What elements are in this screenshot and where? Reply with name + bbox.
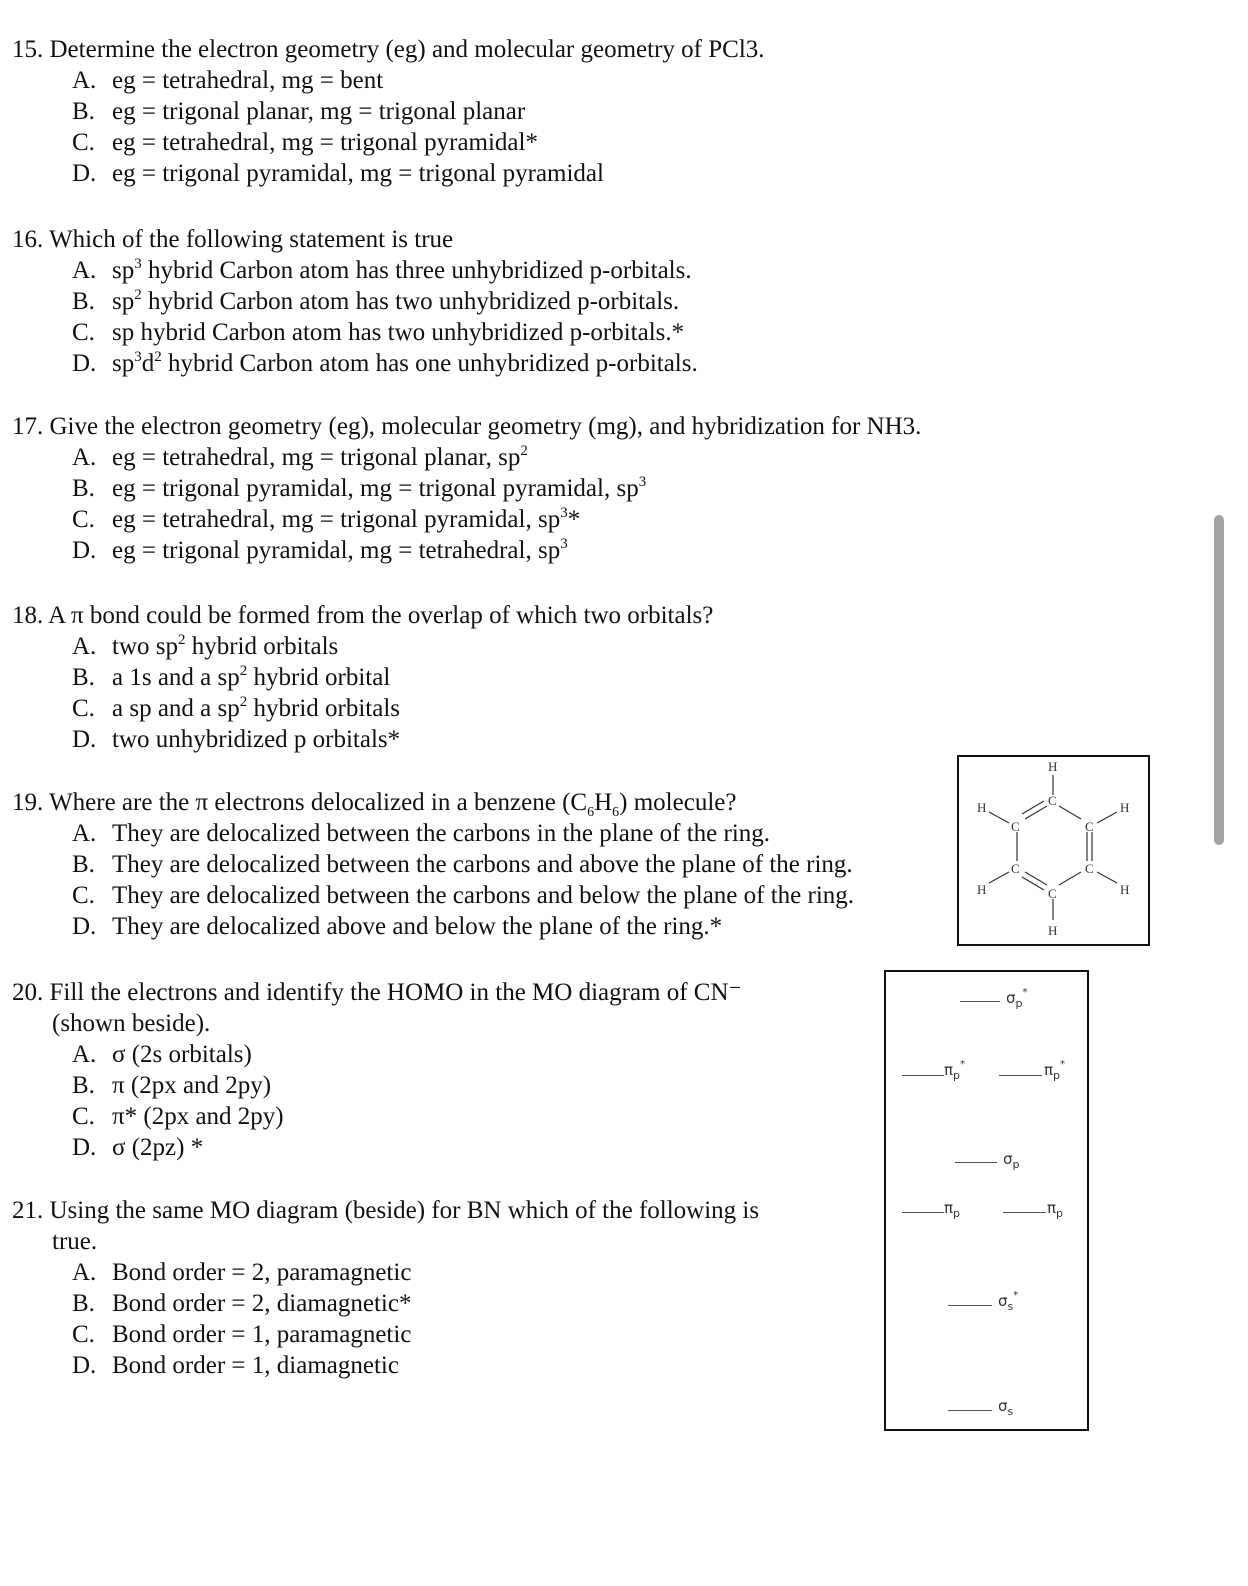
question-20	[12, 977, 742, 1163]
option-text: sp	[112, 257, 135, 284]
question-text-continued: true.	[52, 1228, 98, 1255]
option-text: eg = tetrahedral, mg = trigonal pyramidal, sp	[112, 506, 561, 533]
option-text: eg = trigonal planar, mg = trigonal planar	[112, 98, 526, 125]
option-text: hybrid Carbon atom has one unhybridized p-orbitals.	[161, 350, 698, 377]
option-text: eg = trigonal pyramidal, mg = trigonal pyramidal	[112, 160, 604, 187]
question-text: A π bond could be formed from the overlap of which two orbitals?	[48, 602, 714, 629]
orbital-symbol: π	[1044, 1061, 1054, 1079]
question-number: 20.	[12, 979, 44, 1006]
option-text: eg = trigonal pyramidal, mg = tetrahedral, sp	[112, 537, 561, 564]
benzene-structure	[959, 757, 1148, 944]
superscript: 2	[239, 694, 248, 710]
option-text: d	[141, 350, 155, 377]
option-letter: D.	[72, 350, 97, 377]
atom-c-top: C	[1048, 793, 1057, 808]
mo-label-pi-p-right	[1047, 1199, 1064, 1220]
option-text: sp hybrid Carbon atom has two unhybridized p-orbitals.*	[112, 319, 685, 346]
option-text: Bond order = 2, paramagnetic	[112, 1259, 412, 1286]
atom-h-upper-left: H	[977, 800, 987, 815]
option-b	[12, 662, 713, 693]
option-c	[12, 880, 854, 911]
question-17	[12, 411, 921, 566]
mo-level-pi-p-star-right	[999, 1075, 1042, 1076]
option-text: They are delocalized between the carbons in the plane of the ring.	[112, 820, 771, 847]
option-letter: B.	[72, 664, 95, 691]
mo-level-pi-p-right	[1003, 1212, 1046, 1213]
option-letter: C.	[72, 129, 95, 156]
option-letter: C.	[72, 1321, 95, 1348]
option-b	[12, 1070, 742, 1101]
question-text: Give the electron geometry (eg), molecular geometry (mg), and hybridization for NH3.	[49, 413, 922, 440]
option-text: sp	[112, 350, 135, 377]
orbital-subscript: p	[1053, 1069, 1061, 1082]
question-number: 19.	[12, 789, 44, 816]
option-letter: D.	[72, 726, 97, 753]
option-letter: D.	[72, 160, 97, 187]
bond-c1-c2-double	[1022, 801, 1044, 814]
option-text: π* (2px and 2py)	[112, 1103, 284, 1130]
option-text: two sp	[112, 633, 178, 660]
question-21	[12, 1195, 759, 1381]
bond-c5-h5	[1097, 872, 1117, 883]
option-letter: C.	[72, 319, 95, 346]
option-letter: D.	[72, 1134, 97, 1161]
option-b	[12, 1288, 759, 1319]
mo-label-sigma-s	[998, 1397, 1014, 1418]
question-text-continued: (shown beside).	[52, 1010, 211, 1037]
option-text: a sp and a sp	[112, 695, 240, 722]
option-a	[12, 65, 765, 96]
options-list	[12, 255, 698, 379]
option-c	[12, 1319, 759, 1350]
vertical-scrollbar-thumb[interactable]	[1214, 515, 1224, 845]
option-letter: B.	[72, 98, 95, 125]
mo-label-pi-p-left	[944, 1199, 961, 1220]
option-text: eg = trigonal pyramidal, mg = trigonal pyramidal, sp	[112, 475, 639, 502]
option-a	[12, 1257, 759, 1288]
option-text: a 1s and a sp	[112, 664, 240, 691]
mo-diagram-figure	[884, 970, 1089, 1431]
option-text: They are delocalized between the carbons and below the plane of the ring.	[112, 882, 855, 909]
mo-label-sigma-s-star	[998, 1290, 1019, 1313]
option-letter: A.	[72, 633, 97, 660]
option-text: Bond order = 2, diamagnetic*	[112, 1290, 412, 1317]
option-letter: A.	[72, 1041, 97, 1068]
question-18	[12, 600, 713, 755]
question-number: 15.	[12, 36, 44, 63]
orbital-subscript: p	[953, 1207, 961, 1220]
option-text: Bond order = 1, diamagnetic	[112, 1352, 399, 1379]
question-number: 17.	[12, 413, 44, 440]
option-d	[12, 158, 765, 189]
option-b	[12, 849, 854, 880]
option-letter: B.	[72, 1072, 95, 1099]
option-letter: A.	[72, 444, 97, 471]
mo-level-sigma-s-star	[948, 1305, 992, 1306]
atom-c-lower-left: C	[1011, 861, 1020, 876]
question-stem	[12, 977, 742, 1008]
options-list	[12, 65, 765, 189]
option-text: eg = tetrahedral, mg = trigonal planar, sp	[112, 444, 521, 471]
orbital-subscript: s	[1007, 1405, 1014, 1418]
bond-c1-c2	[1025, 806, 1047, 819]
question-text: Fill the electrons and identify the HOMO in the MO diagram of CN⁻	[49, 979, 742, 1006]
question-text: Using the same MO diagram (beside) for BN which of the following is	[49, 1197, 760, 1224]
options-list	[12, 818, 854, 942]
question-15	[12, 34, 765, 189]
option-letter: D.	[72, 1352, 97, 1379]
antibonding-marker: *	[960, 1059, 966, 1070]
orbital-subscript: p	[1015, 997, 1023, 1010]
option-letter: D.	[72, 537, 97, 564]
bond-c1-c6	[1059, 806, 1081, 819]
atom-h-lower-left: H	[977, 882, 987, 897]
mo-label-sigma-p-star	[1006, 987, 1028, 1010]
option-text: They are delocalized between the carbons and above the plane of the ring.	[112, 851, 853, 878]
option-c	[12, 317, 698, 348]
answer-marker: *	[567, 506, 581, 533]
benzene-structure-figure	[957, 755, 1150, 946]
options-list	[12, 1257, 759, 1381]
option-a	[12, 818, 854, 849]
mo-label-sigma-p	[1003, 1150, 1020, 1171]
option-letter: A.	[72, 67, 97, 94]
option-letter: A.	[72, 1259, 97, 1286]
option-text: hybrid orbitals	[185, 633, 339, 660]
option-letter: B.	[72, 851, 95, 878]
option-c	[12, 693, 713, 724]
superscript: 2	[520, 443, 528, 459]
atom-h-lower-right: H	[1120, 882, 1130, 897]
option-c	[12, 504, 921, 535]
option-text: hybrid Carbon atom has two unhybridized p-orbitals.	[141, 288, 680, 315]
option-d	[12, 348, 698, 379]
mo-level-pi-p-star-left	[902, 1075, 944, 1076]
mo-label-pi-p-star-right	[1044, 1059, 1066, 1082]
superscript: 3	[134, 349, 142, 365]
option-text: σ (2pz) *	[112, 1134, 204, 1161]
option-text: eg = tetrahedral, mg = trigonal pyramidal*	[112, 129, 538, 156]
option-letter: C.	[72, 882, 95, 909]
question-stem	[12, 224, 698, 255]
option-text: π (2px and 2py)	[112, 1072, 272, 1099]
mo-level-sigma-p-star	[960, 1001, 1000, 1002]
atom-h-top: H	[1048, 759, 1058, 774]
antibonding-marker: *	[1060, 1059, 1066, 1070]
orbital-symbol: π	[944, 1199, 954, 1217]
superscript: 3	[560, 536, 568, 552]
option-letter: B.	[72, 1290, 95, 1317]
antibonding-marker: *	[1013, 1290, 1019, 1301]
option-c	[12, 127, 765, 158]
option-text: two unhybridized p orbitals*	[112, 726, 401, 753]
question-number: 18.	[12, 602, 44, 629]
option-letter: C.	[72, 506, 95, 533]
orbital-subscript: p	[953, 1069, 961, 1082]
superscript: 2	[177, 632, 186, 648]
subscript: 6	[612, 805, 620, 820]
option-b	[12, 473, 921, 504]
option-letter: B.	[72, 288, 95, 315]
option-a	[12, 1039, 742, 1070]
options-list	[12, 631, 713, 755]
question-text: Which of the following statement is true	[49, 226, 454, 253]
orbital-symbol: σ	[1006, 989, 1016, 1007]
orbital-subscript: s	[1007, 1300, 1014, 1313]
option-text: hybrid Carbon atom has three unhybridized p-orbitals.	[141, 257, 692, 284]
question-text: Determine the electron geometry (eg) and molecular geometry of PCl3.	[49, 36, 765, 63]
option-d	[12, 535, 921, 566]
option-b	[12, 96, 765, 127]
option-d	[12, 911, 854, 942]
orbital-symbol: σ	[1003, 1150, 1013, 1168]
superscript: 3	[560, 505, 568, 521]
question-stem	[12, 600, 713, 631]
orbital-symbol: σ	[998, 1397, 1008, 1415]
superscript: 3	[638, 474, 647, 490]
option-text: eg = tetrahedral, mg = bent	[112, 67, 384, 94]
option-letter: A.	[72, 820, 97, 847]
question-16	[12, 224, 698, 379]
superscript: 2	[154, 349, 162, 365]
option-letter: B.	[72, 475, 95, 502]
option-letter: D.	[72, 913, 97, 940]
option-text: hybrid orbitals	[247, 695, 401, 722]
atom-c-upper-left: C	[1011, 819, 1020, 834]
bond-c5-c4	[1059, 872, 1081, 885]
bond-c6-h6	[1097, 812, 1117, 823]
options-list	[12, 442, 921, 566]
option-text: σ (2s orbitals)	[112, 1041, 252, 1068]
option-d	[12, 724, 713, 755]
orbital-symbol: π	[1047, 1199, 1057, 1217]
question-text: Where are the π electrons delocalized in a benzene (C	[49, 789, 588, 816]
option-letter: A.	[72, 257, 97, 284]
mo-level-sigma-p	[955, 1162, 997, 1163]
option-a	[12, 442, 921, 473]
question-number: 16.	[12, 226, 44, 253]
atom-c-upper-right: C	[1085, 819, 1094, 834]
orbital-subscript: p	[1012, 1158, 1020, 1171]
option-a	[12, 631, 713, 662]
question-number: 21.	[12, 1197, 44, 1224]
option-letter: C.	[72, 1103, 95, 1130]
mo-label-pi-p-star-left	[944, 1059, 966, 1082]
question-19	[12, 787, 854, 942]
atom-c-lower-right: C	[1085, 861, 1094, 876]
orbital-symbol: σ	[998, 1292, 1008, 1310]
bond-c3-h3	[989, 872, 1009, 883]
superscript: 3	[134, 256, 142, 272]
bond-c3-c4	[1025, 872, 1047, 885]
atom-c-bottom: C	[1048, 886, 1057, 901]
options-list	[12, 1039, 742, 1163]
question-text: H	[594, 789, 613, 816]
option-letter: C.	[72, 695, 95, 722]
option-text: hybrid orbital	[247, 664, 391, 691]
orbital-symbol: π	[944, 1061, 954, 1079]
question-text: ) molecule?	[619, 789, 737, 816]
bond-c3-c4-double	[1022, 877, 1044, 890]
mo-level-pi-p-left	[902, 1212, 944, 1213]
question-stem	[12, 787, 854, 818]
option-b	[12, 286, 698, 317]
subscript: 6	[587, 805, 595, 820]
option-c	[12, 1101, 742, 1132]
superscript: 2	[134, 287, 142, 303]
question-stem	[12, 34, 765, 65]
option-d	[12, 1132, 742, 1163]
option-text: sp	[112, 288, 135, 315]
antibonding-marker: *	[1022, 987, 1028, 998]
option-text: Bond order = 1, paramagnetic	[112, 1321, 412, 1348]
bond-c2-h2	[989, 812, 1009, 823]
option-a	[12, 255, 698, 286]
atom-h-upper-right: H	[1120, 800, 1130, 815]
orbital-subscript: p	[1056, 1207, 1064, 1220]
option-text: They are delocalized above and below the plane of the ring.*	[112, 913, 723, 940]
mo-level-sigma-s	[948, 1410, 992, 1411]
superscript: 2	[239, 663, 248, 679]
option-d	[12, 1350, 759, 1381]
question-stem	[12, 1195, 759, 1226]
atom-h-bottom: H	[1048, 923, 1058, 938]
question-stem	[12, 411, 921, 442]
